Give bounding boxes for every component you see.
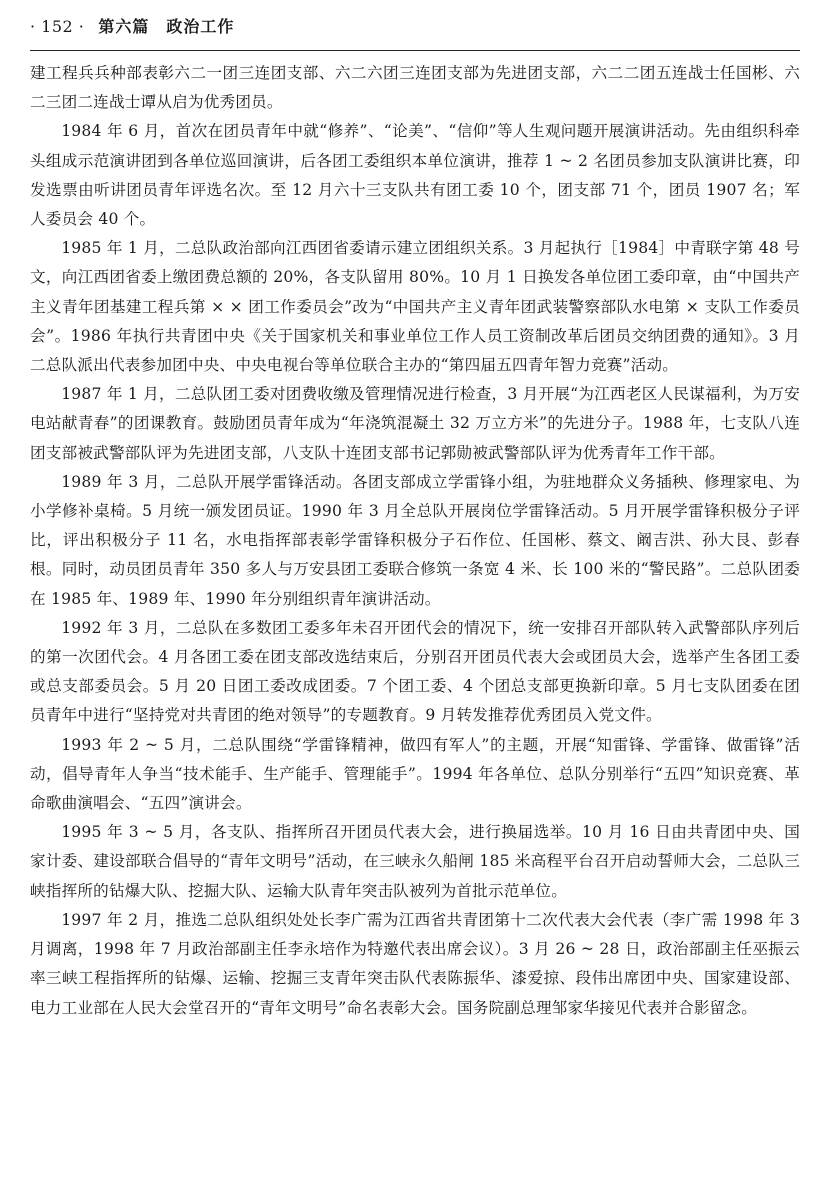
section-title: 第六篇 政治工作	[98, 17, 235, 36]
paragraph: 1993 年 2 ~ 5 月，二总队围绕“学雷锋精神，做四有军人”的主题，开展“知雷锋、学雷锋、做雷锋”活动，倡导青年人争当“技术能手、生产能手、管理能手”。1994 年各单位、总队分别举行“五四”知识竞赛、革命歌曲演唱会、“五四”演讲会。	[30, 735, 800, 813]
paragraph: 1997 年 2 月，推选二总队组织处处长李广需为江西省共青团第十二次代表大会代表（李广需 1998 年 3 月调离，1998 年 7 月政治部副主任李永培作为特邀代表出席会议）。3 月 26 ~ 28 日，政治部副主任巫振云率三峡工程指挥所的钻爆、运输、挖掘三支青年突击队代表陈振华、漆爱掠、段伟出席团中央、国家建设部、电力工业部在人民大会堂召开的“青年文明号”命名表彰大会。国务院副总理邹家华接见代表并合影留念。	[30, 910, 800, 1017]
paragraph: 1989 年 3 月，二总队开展学雷锋活动。各团支部成立学雷锋小组，为驻地群众义务插秧、修理家电、为小学修补桌椅。5 月统一颁发团员证。1990 年 3 月全总队开展岗位学雷锋活动。5 月开展学雷锋积极分子评比，评出积极分子 11 名，水电指挥部表彰学雷锋积极分子石作位、任国彬、蔡文、阚吉洪、孙大艮、彭春根。同时，动员团员青年 350 多人与万安县团工委联合修筑一条宽 4 米、长 100 米的“警民路”。二总队团委在 1985 年、1989 年、1990 年分别组织青年演讲活动。	[30, 472, 800, 608]
page-header	[30, 14, 800, 44]
paragraph-continued: 建工程兵兵种部表彰六二一团三连团支部、六二六团三连团支部为先进团支部，六二二团五连战士任国彬、六二三团二连战士谭从启为优秀团员。	[30, 64, 800, 112]
header-rule	[30, 50, 800, 51]
paragraph: 1984 年 6 月，首次在团员青年中就“修养”、“论美”、“信仰”等人生观问题开展演讲活动。先由组织科牵头组成示范演讲团到各单位巡回演讲，后各团工委组织本单位演讲，推荐 1 ~ 2 名团员参加支队演讲比赛，印发选票由听讲团员青年评选名次。至 12 月六十三支队共有团工委 10 个，团支部 71 个，团员 1907 名；军人委员会 40 个。	[30, 122, 800, 229]
paragraph: 1992 年 3 月，二总队在多数团工委多年未召开团代会的情况下，统一安排召开部队转入武警部队序列后的第一次团代会。4 月各团工委在团支部改选结束后，分别召开团员代表大会或团员大会，选举产生各团工委或总支部委员会。5 月 20 日团工委改成团委。7 个团工委、4 个团总支部更换新印章。5 月七支队团委在团员青年中进行“坚持党对共青团的绝对领导”的专题教育。9 月转发推荐优秀团员入党文件。	[30, 618, 800, 725]
paragraph: 1995 年 3 ~ 5 月，各支队、指挥所召开团员代表大会，进行换届选举。10 月 16 日由共青团中央、国家计委、建设部联合倡导的“青年文明号”活动，在三峡永久船闸 185 米高程平台召开启动誓师大会，二总队三峡指挥所的钻爆大队、挖掘大队、运输大队青年突击队被列为首批示范单位。	[30, 823, 800, 900]
paragraph: 1987 年 1 月，二总队团工委对团费收缴及管理情况进行检查，3 月开展“为江西老区人民谋福利，为万安电站献青春”的团课教育。鼓励团员青年成为“年浇筑混凝土 32 万立方米”的先进分子。1988 年，七支队八连团支部被武警部队评为先进团支部，八支队十连团支部书记郭勋被武警部队评为优秀青年工作干部。	[30, 385, 800, 462]
page-number: · 152 ·	[30, 17, 85, 36]
body-text	[30, 59, 800, 1023]
paragraph: 1985 年 1 月，二总队政治部向江西团省委请示建立团组织关系。3 月起执行［1984］中青联字第 48 号文，向江西团省委上缴团费总额的 20%，各支队留用 80%。10 月 1 日换发各单位团工委印章，由“中国共产主义青年团基建工程兵第 × × 团工作委员会”改为“中国共产主义青年团武装警察部队水电第 × 支队工作委员会”。1986 年执行共青团中央《关于国家机关和事业单位工作人员工资制改革后团员交纳团费的通知》。3 月二总队派出代表参加团中央、中央电视台等单位联合主办的“第四届五四青年智力竞赛”活动。	[30, 239, 800, 375]
